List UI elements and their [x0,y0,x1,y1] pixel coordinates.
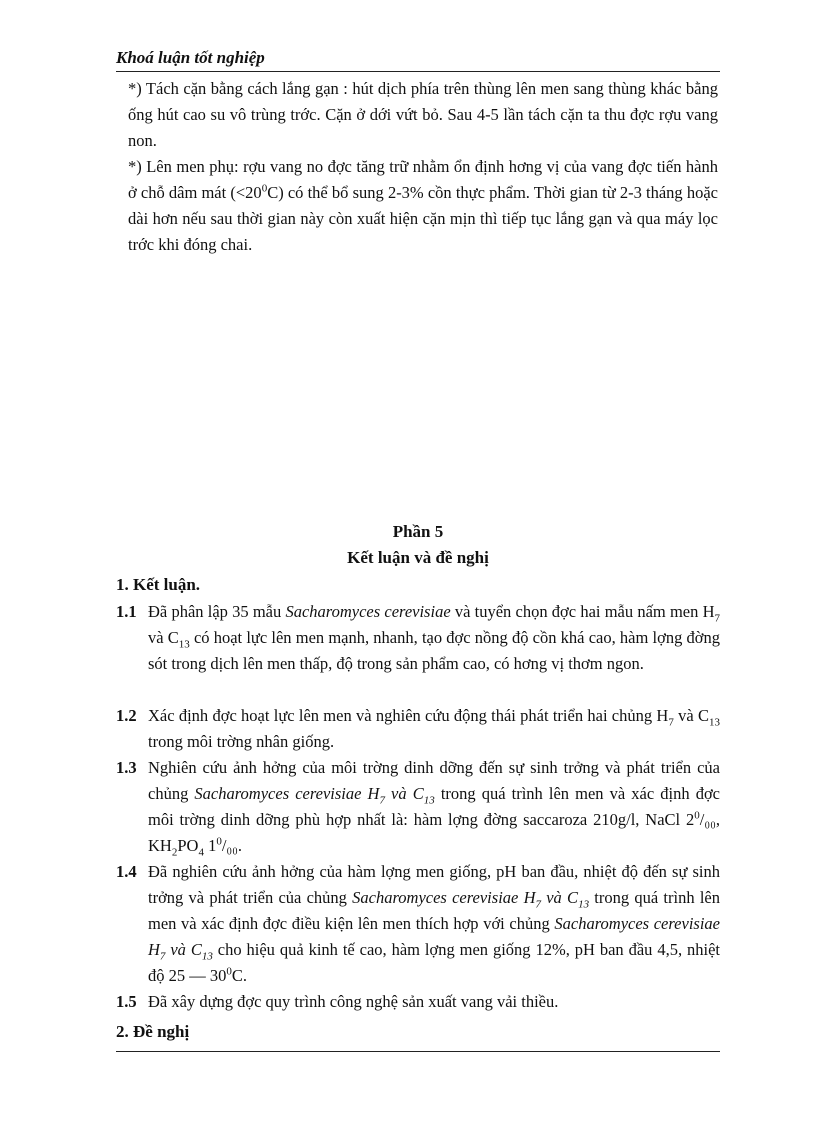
part-subtitle: Kết luận và đề nghị [347,548,489,567]
item-number: 1.2 [116,706,137,725]
item-text: Xác định đợc hoạt lực lên men và nghiên cứu động thái phát triển hai chủng $H_7$ và $C_{13}$ trong môi trờng nhân giống. [148,706,720,751]
section-heading-conclusion: 1. Kết luận. [116,575,201,594]
conclusion-item [116,859,720,989]
conclusion-item [116,599,720,677]
intro-paragraph-2: *) Lên men phụ: rợu vang no đợc tăng trữ nhằm ổn định hơng vị của vang đợc tiến hành ở chỗ dâm mát $(<20^0C)$ có thể bổ sung 2-3% cồn thực phẩm. Thời gian từ 2-3 tháng hoặc dài hơn nếu sau thời gian này còn xuất hiện cặn mịn thì tiếp tục lắng gạn và qua máy lọc trớc khi đóng chai. [128,157,718,254]
item-number: 1.3 [116,758,137,777]
footer-divider [116,1051,720,1052]
item-number: 1.4 [116,862,137,881]
section-heading-proposal: 2. Đề nghị [116,1022,190,1041]
part-title: Phần 5 [392,522,444,541]
conclusion-item [116,755,720,859]
item-text: Đã xây dựng đợc quy trình công nghệ sản xuất vang vải thiều. [148,992,559,1011]
conclusion-item [116,989,720,1015]
item-number: 1.1 [116,602,137,621]
item-text: Đã phân lập 35 mẫu Sacharomyces cerevisiae và tuyển chọn đợc hai mẫu nấm men $H_7$ và $C_{13}$ có hoạt lực lên men mạnh, nhanh, tạo đợc nồng độ cồn khá cao, hàm lợng đờng sót trong dịch lên men thấp, độ trong sản phẩm cao, có hơng vị thơm ngon. [148,602,720,673]
item-number: 1.5 [116,992,137,1011]
item-text: Đã nghiên cứu ảnh hởng của hàm lợng men giống, pH ban đầu, nhiệt độ đến sự sinh trởng và phát triển của chủng Sacharomyces cerevisiae $H_7$ và $C_{13}$ trong quá trình lên men và xác định đợc điều kiện lên men thích hợp với chủng Sacharomyces cerevisiae $H_7$ và $C_{13}$ cho hiệu quả kinh tế cao, hàm lợng men giống 12%, pH ban đầu 4,5, nhiệt độ 25 — $30^0C$. [148,862,720,985]
page-header: Khoá luận tốt nghiệp [116,48,265,67]
item-text: Nghiên cứu ảnh hởng của môi trờng dinh dỡng đến sự sinh trởng và phát triển của chủng Sacharomyces cerevisiae $H_7$ và $C_{13}$ trong quá trình lên men và xác định đợc môi trờng dinh dỡng phù hợp nhất là: hàm lợng đờng saccaroza 210g/l, NaCl $2^0/_{00}$, $KH_2PO_4$ $1^0/_{00}$. [148,758,721,859]
header-divider [116,71,720,72]
intro-paragraph-1: *) Tách cặn bằng cách lắng gạn : hút dịch phía trên thùng lên men sang thùng khác bằng ống hút cao su vô trùng trớc. Cặn ở dới vứt bỏ. Sau 4-5 lần tách cặn ta thu đợc rợu vang non. [128,79,718,150]
conclusion-item [116,703,720,755]
